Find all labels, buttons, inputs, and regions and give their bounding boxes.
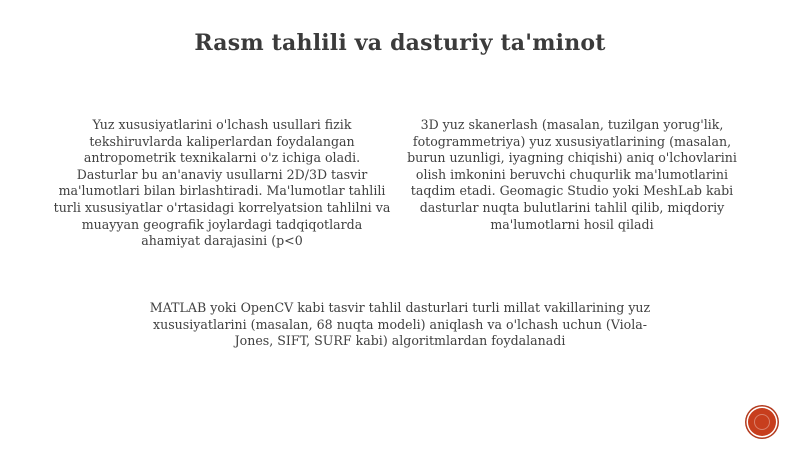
left-paragraph: Yuz xususiyatlarini o'lchash usullari fizik tekshiruvlarda kaliperlardan foydalangan antropometrik texnikalarni o'z ichiga oladi. Dasturlar bu an'anaviy usullarni 2D/3D tasvir ma'lumotlari bilan birlashtiradi. Ma'lumotlar tahlili turli xususiyatlar o'rtasidagi korrelyatsion tahlilni va muayyan geografik joylardagi tadqiqotlarda ahamiyat darajasini (p<0: [53, 117, 391, 249]
circle-nav-icon[interactable]: [748, 408, 776, 436]
nav-button-ring: [754, 414, 770, 430]
bottom-paragraph: MATLAB yoki OpenCV kabi tasvir tahlil dasturlari turli millat vakillarining yuz xususiyatlarini (masalan, 68 nuqta modeli) aniqlash va o'lchash uchun (Viola-Jones, SIFT, SURF kabi) algoritmlardan foydalanadi: [149, 300, 651, 349]
right-paragraph: 3D yuz skanerlash (masalan, tuzilgan yorug'lik, fotogrammetriya) yuz xususiyatlarining (masalan, burun uzunligi, iyagning chiqishi) aniq o'lchovlarini olish imkonini beruvchi chuqurlik ma'lumotlarini taqdim etadi. Geomagic Studio yoki MeshLab kabi dasturlar nuqta bulutlarini tahlil qilib, miqdoriy ma'lumotlarni hosil qiladi: [407, 117, 737, 232]
slide-title: Rasm tahlili va dasturiy ta'minot: [194, 30, 606, 56]
